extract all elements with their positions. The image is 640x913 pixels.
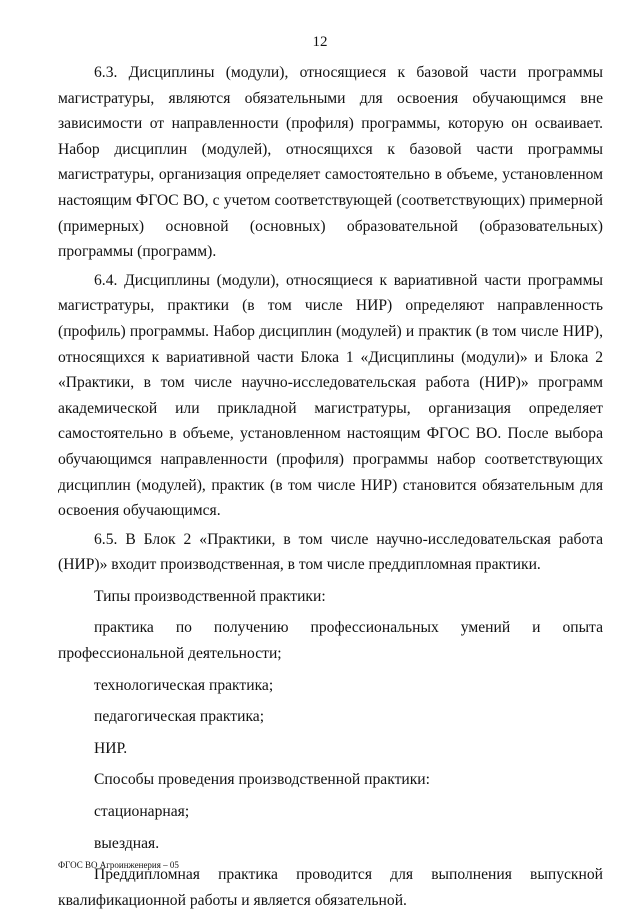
practice-type-technological: технологическая практика; [94,676,274,694]
practice-type-research: НИР. [94,739,128,757]
pre-diploma-practice-paragraph: Преддипломная практика проводится для выполнения выпускной квалификационной работы и является обязательной. [58,866,603,909]
paragraph-6-3: 6.3. Дисциплины (модули), относящиеся к базовой части программы магистратуры, являются обязательными для освоения обучающимся вне зависимости от направленности (профиля) программы, которую он осваивает. Набор дисциплин (модулей), относящихся к базовой части программы магистратуры, организация определяет самостоятельно в объеме, установленном настоящим ФГОС ВО, с учетом соответствующей (соответствующих) примерной (примерных) основной (основных) образовательной (образовательных) программы (программ). [58,64,603,261]
practice-method-stationary: стационарная; [94,803,190,821]
page-number: 12 [312,34,328,50]
practice-methods-heading: Способы проведения производственной практики: [94,771,430,789]
footer-standard-code: ФГОС ВО Агроинженерия – 05 [58,860,179,870]
document-body [58,60,603,913]
paragraph-6-4: 6.4. Дисциплины (модули), относящиеся к вариативной части программы магистратуры, практики (в том числе НИР) определяют направленность (профиль) программы. Набор дисциплин (модулей) и практик (в том числе НИР), относящихся к вариативной части Блока 1 «Дисциплины (модули)» и Блока 2 «Практики, в том числе научно-исследовательская работа (НИР)» программ академической или прикладной магистратуры, организация определяет самостоятельно в объеме, установленном настоящим ФГОС ВО. После выбора обучающимся направленности (профиля) программы набор соответствующих дисциплин (модулей), практик (в том числе НИР) становится обязательным для освоения обучающимся. [58,271,603,520]
practice-type-professional: практика по получению профессиональных умений и опыта профессиональной деятельности; [58,619,603,663]
practice-type-pedagogical: педагогическая практика; [94,708,265,726]
paragraph-6-5: 6.5. В Блок 2 «Практики, в том числе научно-исследовательская работа (НИР)» входит производственная, в том числе преддипломная практики. [58,530,603,574]
practice-types-heading: Типы производственной практики: [94,587,326,605]
practice-method-field: выездная. [94,834,160,852]
